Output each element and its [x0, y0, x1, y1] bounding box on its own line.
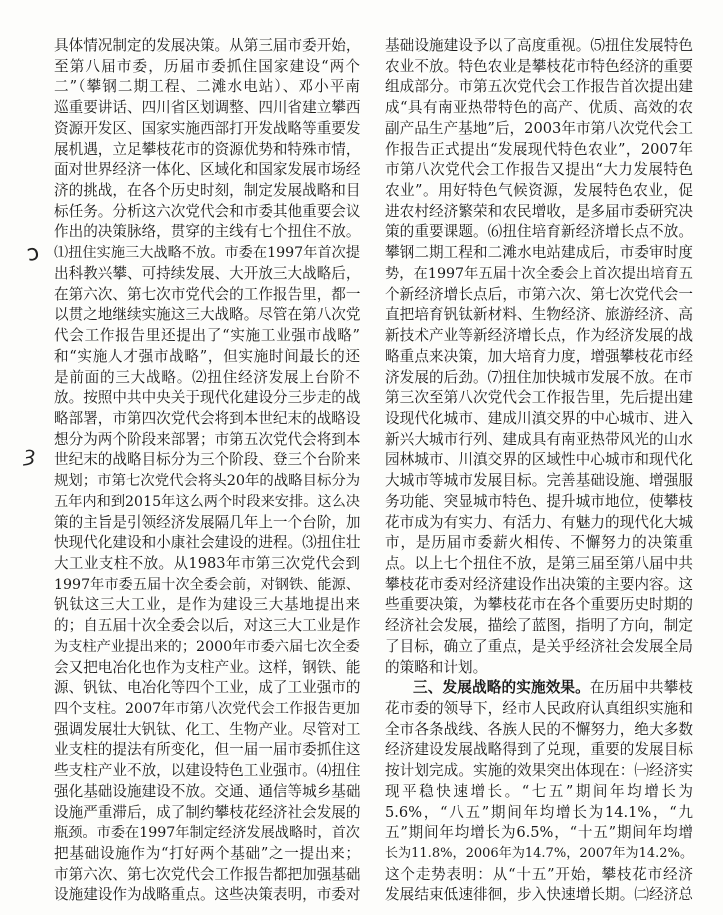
text-line: 花市成为有实力、有活力、有魅力的现代化大城: [385, 513, 693, 531]
text-line: 5.6%，“八五”期间年均增长为14.1%，“九: [385, 803, 693, 821]
right-text-column: [385, 36, 693, 906]
text-line: 攀钢二期工程和二滩水电站建成后，市委审时度: [385, 244, 693, 262]
text-line: 经济建设发展战略得到了兑现，重要的发展目标: [385, 741, 693, 759]
margin-proofreading-mark-icon: ȝ: [21, 442, 38, 469]
text-line: 展机遇，立足攀枝花市的资源优势和特殊市情，: [54, 140, 360, 158]
text-line: 和“实施人才强市战略”，但实施时间最长的还: [54, 347, 360, 365]
text-line: 会又把电冶化也作为支柱产业。这样，钢铁、能: [54, 658, 360, 676]
text-line: 的策略和计划。: [385, 658, 488, 676]
text-line: 个新经济增长点后，市第六次、第七次党代会一: [385, 285, 693, 303]
text-line: 以贯之地继续实施这三大战略。尽管在第八次党: [54, 306, 360, 324]
text-line: 是前面的三大战略。⑵扭住经济发展上台阶不: [54, 368, 360, 386]
text-line: 至第八届市委，历届市委抓住国家建设“两个: [54, 57, 360, 75]
text-line: 瓶颈。市委在1997年制定经济发展战略时，首次: [54, 825, 360, 842]
text-line: 进农村经济繁荣和农民增收，是多届市委研究决: [385, 202, 693, 220]
text-line: 市，是历届市委薪火相传、不懈努力的决策重: [385, 534, 693, 552]
text-line: 这个走势表明：从“十五”开始，攀枝花市经济: [385, 865, 693, 883]
text-line: 快现代化建设和小康社会建设的进程。⑶扭住壮: [54, 534, 360, 552]
text-line: 策的重要课题。⑹扭住培育新经济增长点不放。: [385, 223, 693, 241]
text-line: 副产品生产基地”后，2003年市第八次党代会工: [385, 119, 693, 137]
text-line: 大城市等城市发展目标。完善基础设施、增强服: [385, 472, 693, 490]
text-line: 花市委的领导下，经市人民政府认真组织实施和: [385, 700, 693, 717]
text-line: 园林城市、川滇交界的区域性中心城市和现代化: [385, 451, 693, 469]
left-text-column: [54, 36, 360, 906]
section-heading: 三、发展战略的实施效果。: [413, 679, 590, 697]
text-line: 全市各条战线、各族人民的不懈努力，绝大多数: [385, 720, 693, 738]
text-line: 大工业支柱不放。从1983年市第三次党代会到: [54, 554, 360, 572]
text-line: 为支柱产业提出来的；2000年市委六届七次全委: [54, 638, 360, 655]
text-line: 攀枝花市委对经济建设作出决策的主要内容。这: [385, 575, 693, 593]
text-line: 经济社会发展，描绘了蓝图，指明了方向，制定: [385, 617, 693, 635]
section-heading-line: [385, 678, 693, 698]
text-line: 规划；市第七次党代会将头20年的战略目标分为: [54, 473, 360, 490]
text-line: 世纪末的战略目标分为三个阶段、登三个台阶来: [54, 451, 360, 469]
text-line: 直把培育钒钛新材料、生物经济、旅游经济、高: [385, 306, 693, 324]
text-line: 农业不放。特色农业是攀枝花市特色经济的重要: [385, 57, 693, 75]
text-line: 业支柱的提法有所变化，但一届一届市委抓住这: [54, 741, 360, 759]
text-line: 五年内和到2015年这么两个时段来安排。这么决: [54, 493, 360, 510]
text-line: 现平稳快速增长。“七五”期间年均增长为: [385, 782, 693, 800]
text-line: 的；自五届十次全委会以后，对这三大工业是作: [54, 617, 360, 635]
text-line: 二”（攀钢二期工程、二滩水电站）、邓小平南: [54, 78, 360, 96]
text-line: 新技术产业等新经济增长点，作为经济发展的战: [385, 327, 693, 345]
text-line: 设施建设作为战略重点。这些决策表明，市委对: [54, 886, 360, 904]
text-line: 些支柱产业不放，以建设特色工业强市。⑷扭住: [54, 762, 360, 780]
text-line: 想分为两个阶段来部署；市第五次党代会将到本: [54, 430, 360, 448]
section-heading-continuation: 在历届中共攀枝: [589, 679, 693, 697]
text-line: 成“具有南亚热带特色的高产、优质、高效的农: [385, 99, 693, 117]
text-line: 市第六次、第七次党代会工作报告都把加强基础: [54, 865, 360, 883]
text-line: 四个支柱。2007年市第八次党代会工作报告更加: [54, 701, 360, 717]
text-line: 点。以上七个扭住不放，是第三届至第八届中共: [385, 554, 693, 572]
text-line: 作出的决策脉络，贯穿的主线有七个扭住不放。: [54, 223, 360, 241]
text-line: 钒钛这三大工业，是作为建设三大基地提出来: [54, 596, 360, 614]
text-line: 资源开发区、国家实施西部打开发战略等重要发: [54, 119, 360, 137]
text-line: 具体情况制定的发展决策。从第三届市委开始，: [54, 37, 360, 54]
text-line: 略重点来决策，加大培育力度，增强攀枝花市经: [385, 347, 693, 365]
text-line: 第三次至第八次党代会工作报告里，先后提出建: [385, 389, 693, 407]
text-line: 新兴大城市行列、建成具有南亚热带风光的山水: [385, 430, 693, 448]
text-line: 1997年市委五届十次全委会前，对钢铁、能源、: [54, 576, 360, 593]
text-line: 源、钒钛、电冶化等四个工业，成了工业强市的: [54, 679, 360, 697]
text-line: 强化基础设施建设不放。交通、通信等城乡基础: [54, 782, 360, 800]
text-line: 市第八次党代会工作报告又提出“大力发展特色: [385, 161, 693, 179]
text-line: 代会工作报告里还提出了“实施工业强市战略”: [54, 327, 360, 345]
text-line: 组成部分。市第五次党代会工作报告首次提出建: [385, 78, 693, 96]
text-line: 强调发展壮大钒钛、化工、生物产业。尽管对工: [54, 720, 360, 738]
text-line: 策的主旨是引领经济发展隔几年上一个台阶，加: [54, 513, 360, 531]
text-line: 济发展的后劲。⑺扭住加快城市发展不放。在市: [385, 368, 693, 386]
text-line: 些重要决策，为攀枝花市在各个重要历史时期的: [385, 596, 693, 614]
text-line: 出科教兴攀、可持续发展、大开放三大战略后，: [54, 264, 360, 282]
text-line: 把基础设施作为“打好两个基础”之一提出来；: [54, 845, 360, 863]
text-line: 了目标，确立了重点，是关乎经济社会发展全局: [385, 637, 693, 655]
text-line: 设施严重滞后，成了制约攀枝花经济社会发展的: [54, 803, 360, 821]
text-line: 面对世界经济一体化、区域化和国家发展市场经: [54, 161, 360, 179]
text-line: 务功能、突显城市特色、提升城市地位，使攀枝: [385, 492, 693, 510]
text-line: 五”期间年均增长为6.5%，“十五”期间年均增: [385, 824, 693, 842]
text-line: ⑴扭住实施三大战略不放。市委在1997年首次提: [54, 245, 360, 262]
text-line: 巡重要讲话、四川省区划调整、四川省建立攀西: [54, 99, 360, 117]
margin-proofreading-mark-icon: ↄ: [24, 240, 42, 267]
text-line: 略部署，市第四次党代会将到本世纪末的战略设: [54, 409, 360, 427]
text-line: 农业”。用好特色气候资源，发展特色农业，促: [385, 182, 693, 200]
text-line: 标任务。分析这六次党代会和市委其他重要会议: [54, 202, 360, 220]
text-line: 设现代化城市、建成川滇交界的中心城市、进入: [385, 409, 693, 427]
text-line: 势，在1997年五届十次全委会上首次提出培育五: [385, 265, 693, 282]
text-line: 基础设施建设予以了高度重视。⑸扭住发展特色: [385, 37, 693, 54]
text-line: 按计划完成。实施的效果突出体现在：㈠经济实: [385, 762, 693, 780]
text-line: 济的挑战，在各个历史时刻，制定发展战略和目: [54, 182, 360, 200]
text-line: 长为11.8%，2006年为14.7%，2007年为14.2%。: [385, 846, 693, 862]
text-line: 作报告正式提出“发展现代特色农业”，2007年: [385, 140, 693, 158]
text-line: 在第六次、第七次市党代会的工作报告里，都一: [54, 285, 360, 303]
text-line: 发展结束低速徘徊，步入快速增长期。㈡经济总: [385, 886, 693, 904]
text-line: 放。按照中共中央关于现代化建设分三步走的战: [54, 389, 360, 407]
